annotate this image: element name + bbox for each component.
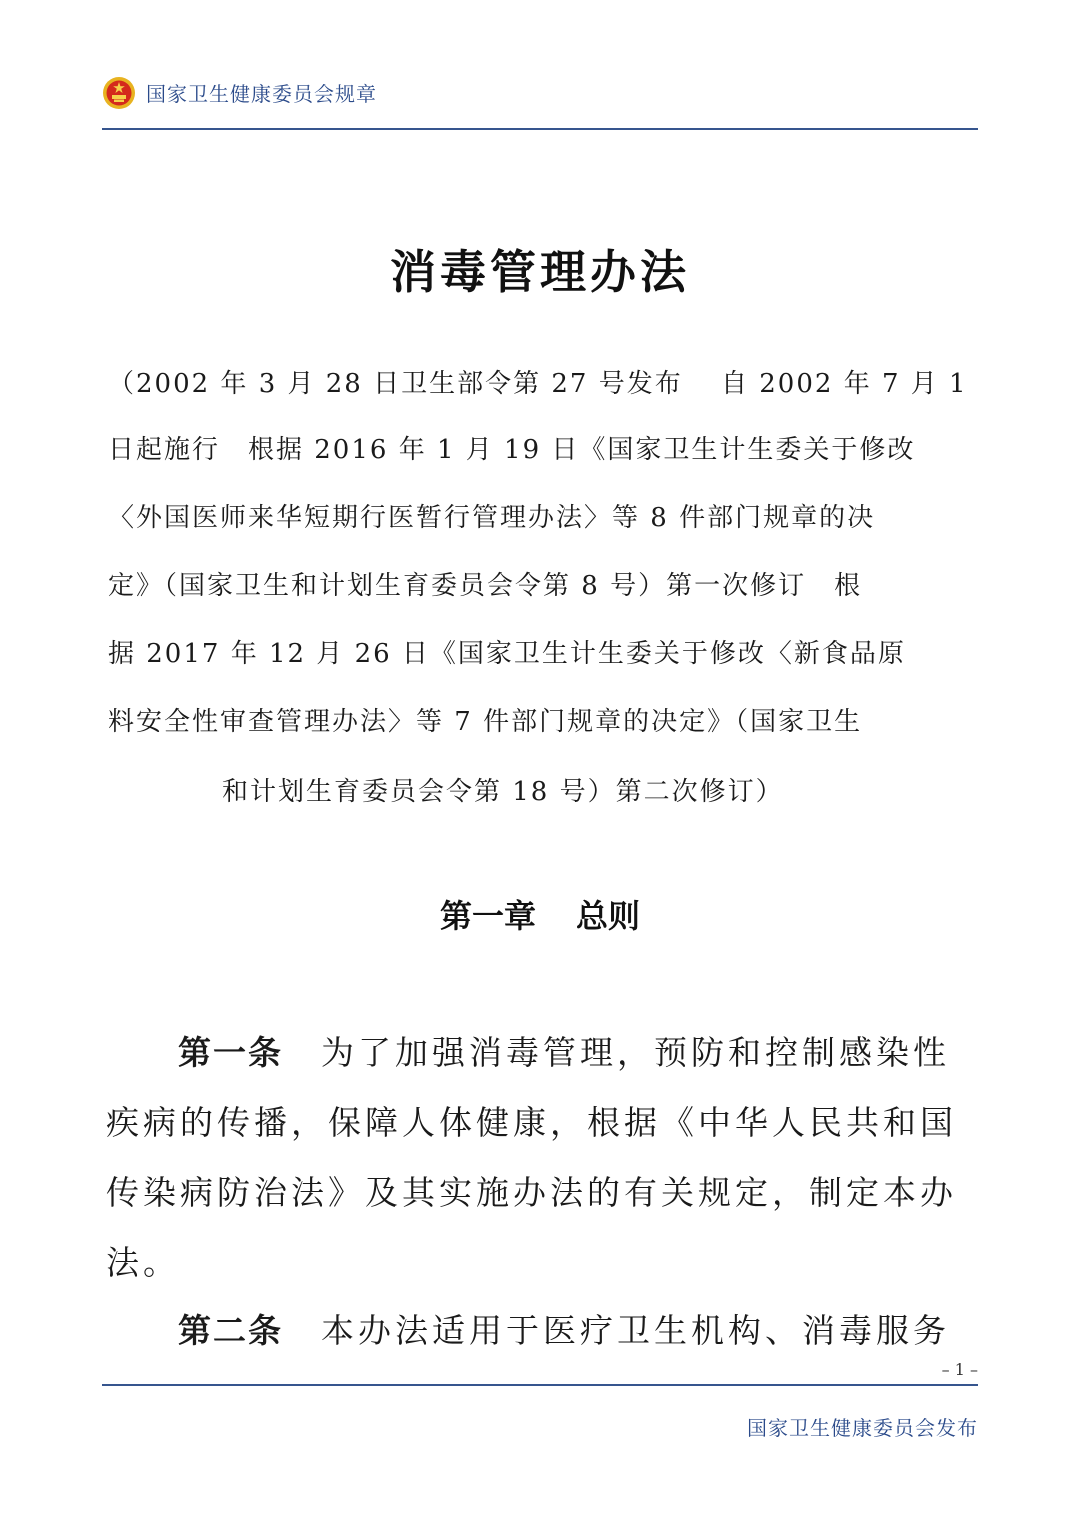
history-line: 和计划生育委员会令第 18 号）第二次修订） (222, 777, 784, 807)
history-line: 料安全性审查管理办法〉等 7 件部门规章的决定》（国家卫生 (108, 707, 863, 737)
article-text: 本办法适用于医疗卫生机构、消毒服务 (321, 1311, 950, 1350)
article-line: 传染病防治法》及其实施办法的有关规定，制定本办 (106, 1173, 957, 1212)
history-line: 据 2017 年 12 月 26 日《国家卫生计生委关于修改〈新食品原 (108, 639, 906, 669)
page-number: – 1 – (941, 1360, 978, 1379)
article-line: 疾病的传播，保障人体健康，根据《中华人民共和国 (106, 1103, 957, 1142)
chapter-heading (0, 892, 1080, 940)
article-line: 法。 (106, 1243, 180, 1282)
national-emblem-icon (102, 76, 136, 110)
page-header (102, 74, 978, 116)
document-title: 消毒管理办法 (390, 245, 690, 299)
history-line: 〈外国医师来华短期行医暂行管理办法〉等 8 件部门规章的决 (108, 503, 876, 533)
history-line: （2002 年 3 月 28 日卫生部令第 27 号发布 自 2002 年 7 月 1 (108, 369, 968, 399)
header-title: 国家卫生健康委员会规章 (146, 82, 377, 106)
article-number: 第一条 (178, 1033, 283, 1072)
article-text: 为了加强消毒管理，预防和控制感染性 (321, 1033, 950, 1072)
chapter-number: 第一章 (439, 897, 536, 935)
history-line: 定》（国家卫生和计划生育委员会令第 8 号）第一次修订 根 (108, 571, 863, 601)
header-divider (102, 128, 978, 130)
article-line (178, 1306, 950, 1356)
article-line (178, 1028, 950, 1078)
article-number: 第二条 (178, 1311, 283, 1350)
footer-divider (102, 1384, 978, 1386)
history-line: 日起施行 根据 2016 年 1 月 19 日《国家卫生计生委关于修改 (108, 435, 916, 465)
chapter-name: 总则 (576, 897, 641, 935)
publisher-label: 国家卫生健康委员会发布 (747, 1416, 978, 1440)
